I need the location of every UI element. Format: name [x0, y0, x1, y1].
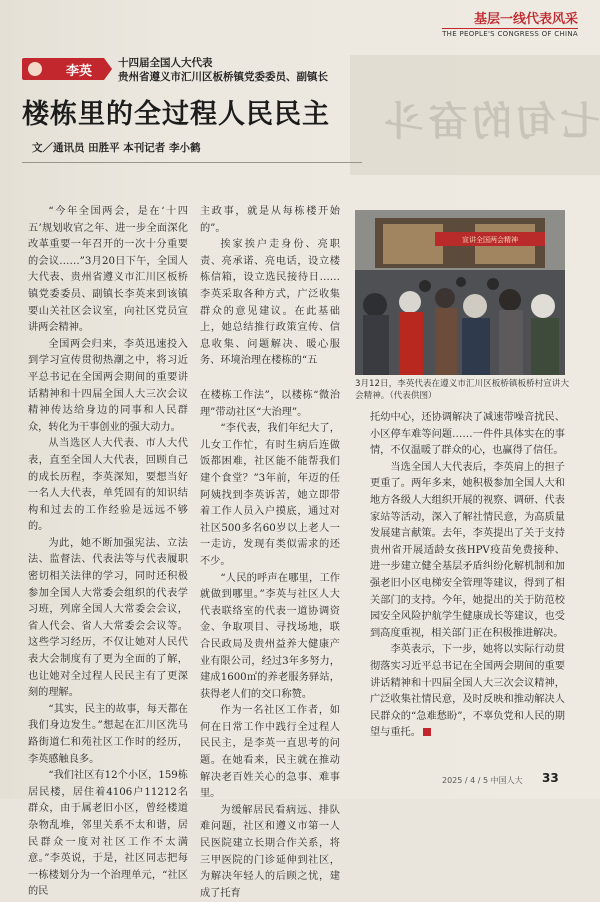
bleed-through-title: 七旬的奋斗 [380, 99, 600, 145]
paragraph: 为缓解居民看病远、排队难问题，社区和遵义市第一人民医院建立长期合作关系，将三甲医院的门诊延伸到社区，为解决年轻人的后顾之忧，建成了托育 [200, 804, 340, 899]
article-title: 楼栋里的全过程人民民主 [22, 99, 330, 130]
paragraph: “人民的呼声在哪里，工作就做到哪里。”李英与社区人大代表联络室的代表一道协调资金、争取项目、寻找场地，联合民政局及贵州益养大健康产业有限公司，经过3年多努力，建成1600㎡的养老服务驿站，获得老人们的交口称赞。 [200, 572, 340, 700]
photo-caption: 3月12日，李英代表在遵义市汇川区板桥镇板桥村宣讲大会精神。（代表供图） [355, 379, 570, 401]
text-column-1 [28, 204, 188, 898]
role-line-1: 十四届全国人大代表 [118, 57, 213, 69]
text-column-2-top [200, 204, 340, 369]
paragraph: 从当选区人大代表、市人大代表，直至全国人大代表，回顾自己的成长历程，李英深知，要想当好一名人大代表，单凭固有的知识结构和过去的工作经验是远远不够的。 [28, 438, 188, 533]
column-header [442, 8, 578, 38]
photo-illustration [355, 210, 565, 375]
role-line-2: 贵州省遵义市汇川区板桥镇党委委员、副镇长 [118, 71, 328, 83]
paragraph [370, 642, 565, 742]
text-column-2-bottom [200, 388, 340, 899]
paragraph-text: 李英表示，下一步，她将以实际行动贯彻落实习近平总书记在全国两会期间的重要讲话精神和十四届全国人大三次会议精神，广泛收集社情民意，及时反映和推动解决人民群众的“急难愁盼”，不辜负党和人民的期望与重托。 [370, 644, 565, 739]
paragraph: 主政事，就是从每栋楼开始的”。 [200, 206, 340, 234]
page-number: 33 [542, 771, 559, 785]
deputy-role [118, 56, 328, 84]
page-footer: 2025 / 4 / 5 中国人大 [442, 776, 523, 785]
byline: 文／通讯员 田胜平 本刊记者 李小鹤 [32, 142, 201, 154]
badge-name: 李英 [66, 64, 93, 79]
text-column-3 [370, 410, 565, 765]
name-badge [22, 58, 104, 80]
flower-icon [28, 62, 42, 76]
paragraph: “今年全国两会，是在‘十四五’规划收官之年、进一步全面深化改革重要一年召开的一次十分重要的会议……”3月20日下午，全国人大代表、贵州省遵义市汇川区板桥镇党委委员、副镇长李英来到该镇要山关社区会议室，向社区党员宣讲两会精神。 [28, 206, 188, 334]
photo-banner: 宣讲全国两会精神 [462, 236, 518, 244]
paragraph: 挨家挨户走身份、亮职责、亮承诺、亮电话，设立楼栋信箱，设立选民接待日……李英采取各种方式，广泛收集群众的意见建议。在此基础上，她总结推行政策宣传、信息收集、问题解决、暖心服务、环境治理在楼栋的“五 [200, 239, 340, 367]
paragraph: “我们社区有12个小区，159栋居民楼，居住着4106户11212名群众，由于属老旧小区，曾经楼道杂物乱堆，邻里关系不太和谐，居民群众一度对社区工作不太满意。”李英说，于是，社区同志把每一栋楼划分为一个治理单元，“社区的民 [28, 770, 188, 898]
paragraph: 全国两会归来，李英迅速投入到学习宣传贯彻热潮之中，将习近平总书记在全国两会期间的重要讲话精神和十四届全国人大三次会议精神传达给身边的同事和人民群众，转化为干事创业的强大动力。 [28, 338, 188, 433]
title-divider [22, 162, 362, 163]
paragraph: 为此，她不断加强宪法、立法法、监督法、代表法等与代表履职密切相关法律的学习，同时还积极参加全国人大常委会组织的代表学习班，列席全国人大常委会会议，省人代会、省人大常委会会议等。这些学习经历，不仅让她对人民代表大会制度有了更为全面的了解，也让她对全过程人民民主有了更深刻的理解。 [28, 537, 188, 699]
paragraph: 在楼栋工作法”，以楼栋“微治理”带动社区“大治理”。 [200, 390, 340, 418]
end-mark-icon [423, 728, 431, 736]
paragraph: 当选全国人大代表后，李英肩上的担子更重了。两年多来，她积极参加全国人大和地方各级人大组织开展的视察、调研、代表家站等活动，深入了解社情民意，为高质量发展建言献策。去年，李英提出了关于支持贵州省开展适龄女孩HPV疫苗免费接种、进一步建立健全基层矛盾纠纷化解机制和加强老旧小区电梯安全管理等建议，得到了相关部门的支持。今年，她提出的关于防范校园安全风险护航学生健康成长等建议，也受到高度重视，相关部门正在积极推进解决。 [370, 461, 565, 639]
badge-tail [104, 58, 112, 80]
column-subtitle: THE PEOPLE'S CONGRESS OF CHINA [442, 30, 578, 38]
column-title: 基层一线代表风采 [473, 12, 578, 27]
paragraph: 作为一名社区工作者，如何在日常工作中践行全过程人民民主，是李英一直思考的问题。在她看来，民主就在推动解决老百姓关心的急事、难事里。 [200, 705, 340, 800]
paragraph: 托幼中心，还协调解决了减速带噪音扰民、小区停车难等问题……一件件具体实在的事情，不仅温暖了群众的心，也赢得了信任。 [370, 412, 565, 457]
paragraph: “李代表，我们年纪大了，儿女工作忙，有时生病后连做饭都困难，社区能不能帮我们建个食堂？”3年前，年迈的任阿姨找到李英诉苦，她立即带着工作人员入户摸底，通过对社区500多名60岁以上老人一一走访，发现有类似需求的还不少。 [200, 423, 340, 567]
event-photo [355, 210, 565, 375]
paragraph: “其实，民主的故事，每天都在我们身边发生。”想起在汇川区洗马路街道仁和苑社区工作时的经历，李英感触良多。 [28, 703, 188, 765]
